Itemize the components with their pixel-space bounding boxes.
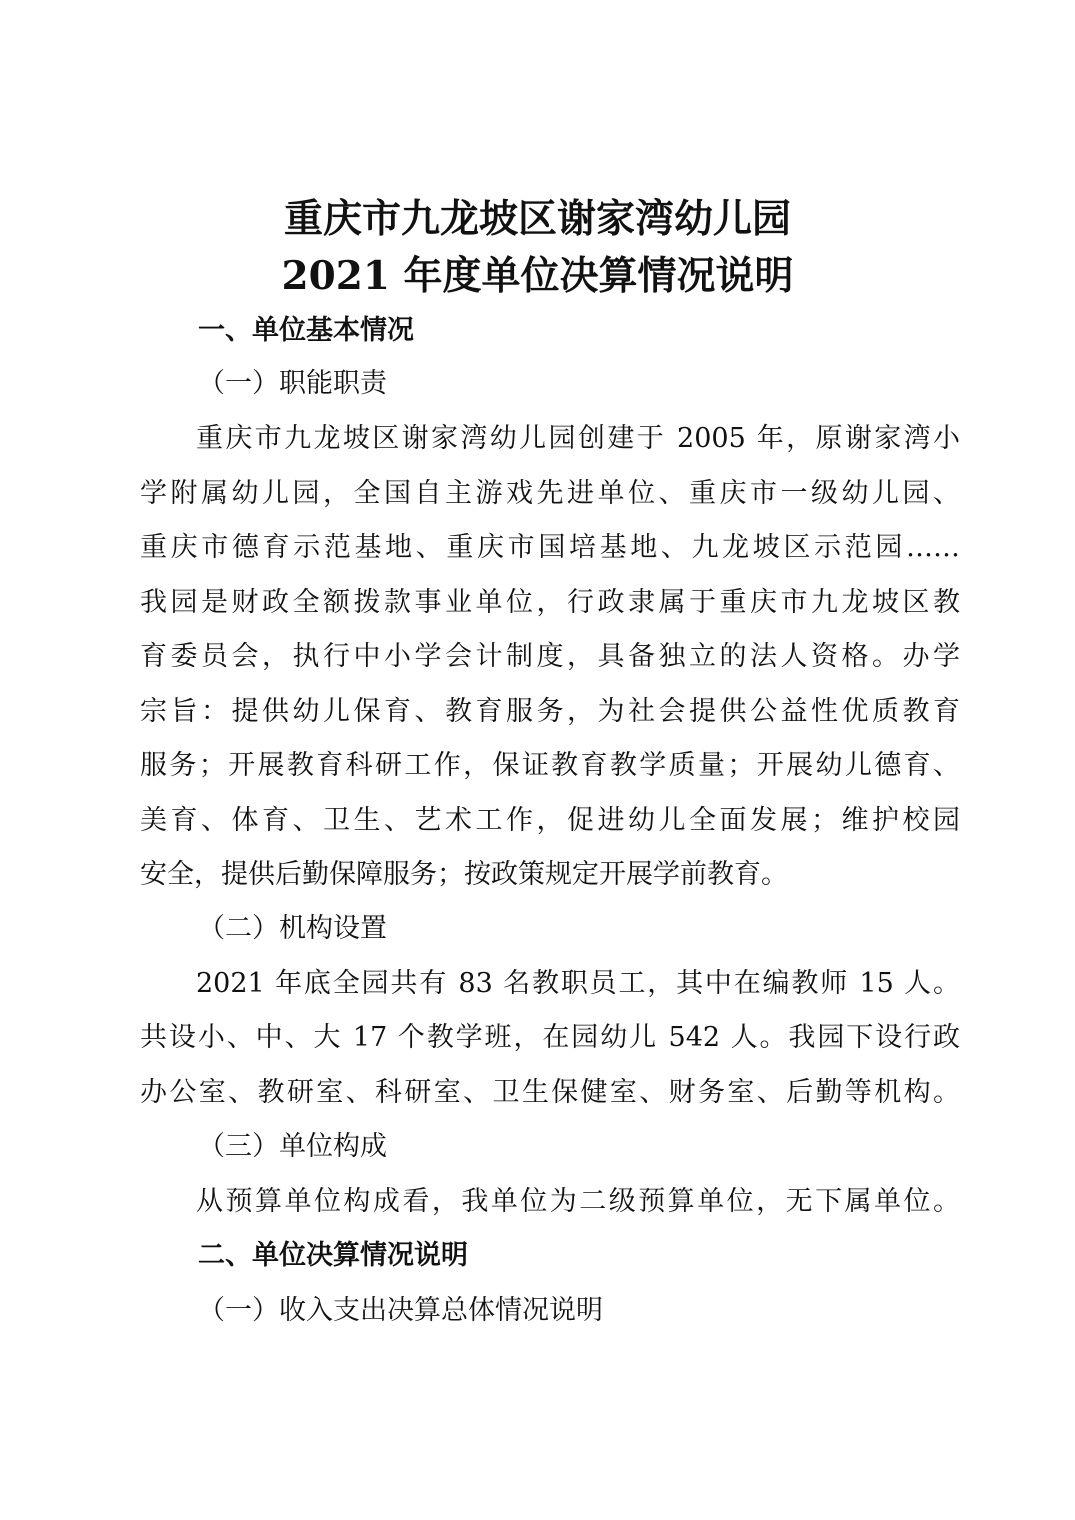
subheading-functions: （一）职能职责 xyxy=(198,368,387,399)
paragraph-line: 我园是财政全额拨款事业单位，行政隶属于重庆市九龙坡区教 xyxy=(140,587,960,618)
paragraph-line: 服务；开展教育科研工作，保证教育教学质量；开展幼儿德育、 xyxy=(140,750,960,781)
paragraph-line: 办公室、教研室、科研室、卫生保健室、财务室、后勤等机构。 xyxy=(140,1077,960,1108)
subheading-composition: （三）单位构成 xyxy=(198,1131,387,1162)
paragraph-line: 学附属幼儿园，全国自主游戏先进单位、重庆市一级幼儿园、 xyxy=(140,478,960,509)
paragraph-line: 重庆市九龙坡区谢家湾幼儿园创建于 2005 年，原谢家湾小 xyxy=(196,423,960,454)
paragraph-line: 育委员会，执行中小学会计制度，具备独立的法人资格。办学 xyxy=(140,641,960,672)
paragraph-line: 2021 年底全园共有 83 名教职员工，其中在编教师 15 人。 xyxy=(196,968,960,999)
paragraph-line: 美育、体育、卫生、艺术工作，促进幼儿全面发展；维护校园 xyxy=(140,805,960,836)
document-title-line-1: 重庆市九龙坡区谢家湾幼儿园 xyxy=(283,196,791,242)
paragraph-line: 宗旨：提供幼儿保育、教育服务，为社会提供公益性优质教育 xyxy=(140,696,960,727)
subheading-income-expenditure: （一）收入支出决算总体情况说明 xyxy=(198,1295,603,1326)
subheading-organization: （二）机构设置 xyxy=(198,913,387,944)
paragraph-line: 从预算单位构成看，我单位为二级预算单位，无下属单位。 xyxy=(196,1186,960,1217)
section-heading-final-accounts: 二、单位决算情况说明 xyxy=(198,1240,468,1271)
paragraph-line: 安全，提供后勤保障服务；按政策规定开展学前教育。 xyxy=(140,859,788,890)
paragraph-line: 共设小、中、大 17 个教学班，在园幼儿 542 人。我园下设行政 xyxy=(140,1022,960,1053)
document-title-line-2: 2021 年度单位决算情况说明 xyxy=(281,253,794,299)
paragraph-line: 重庆市德育示范基地、重庆市国培基地、九龙坡区示范园…… xyxy=(140,532,960,563)
section-heading-basic-info: 一、单位基本情况 xyxy=(198,315,414,346)
